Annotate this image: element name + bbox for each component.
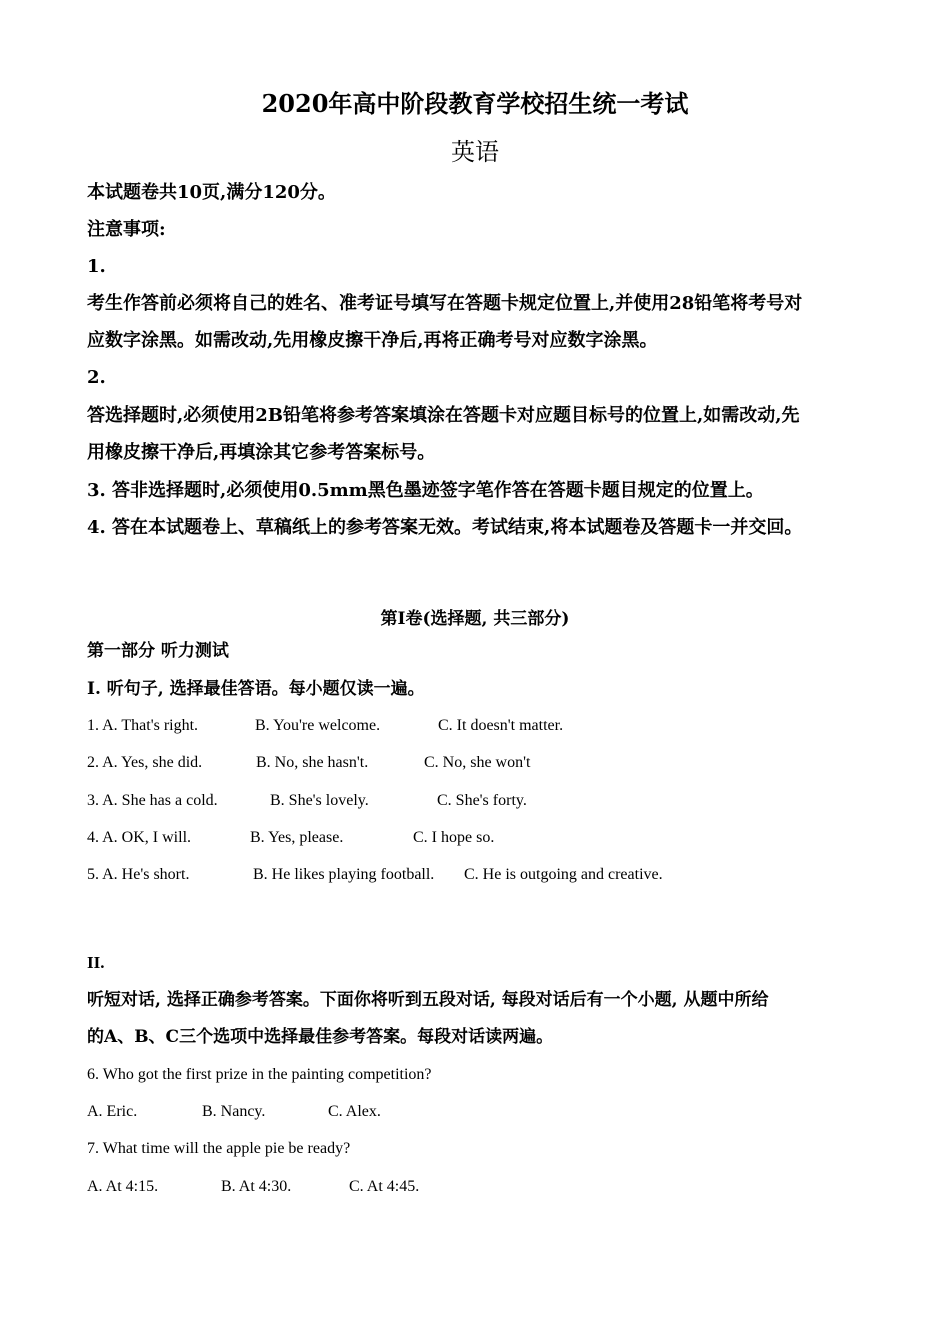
option-b: B. You're welcome. xyxy=(255,717,381,734)
q6-option-a: A. Eric. xyxy=(87,1103,138,1120)
note-2-line-1: 答选择题时,必须使用2B铅笔将参考答案填涂在答题卡对应题目标号的位置上,如需改动,先 xyxy=(87,405,800,426)
option-b: B. No, she hasn't. xyxy=(256,754,369,771)
option-c: C. No, she won't xyxy=(424,754,531,771)
note-2-number: 2. xyxy=(87,367,106,388)
question-6: 6. Who got the first prize in the painting competition? xyxy=(87,1066,432,1083)
option-a: A. OK, I will. xyxy=(102,829,192,846)
question-row xyxy=(87,717,198,735)
question-row xyxy=(87,829,191,847)
option-b: B. She's lovely. xyxy=(270,792,369,809)
question-number: 1. xyxy=(87,717,99,734)
option-a: A. Yes, she did. xyxy=(102,754,203,771)
question-row xyxy=(87,792,218,810)
section-2-number: II. xyxy=(87,953,105,972)
question-row xyxy=(87,866,189,884)
section-2-line-2: 的A、B、C三个选项中选择最佳参考答案。每段对话读两遍。 xyxy=(87,1027,554,1047)
question-number: 5. xyxy=(87,866,99,883)
part-1-title: 第一部分 听力测试 xyxy=(87,641,229,661)
q7-option-b: B. At 4:30. xyxy=(221,1178,292,1195)
section-2-line-1: 听短对话, 选择正确参考答案。下面你将听到五段对话, 每段对话后有一个小题, 从题中所给 xyxy=(87,990,769,1010)
question-number: 2. xyxy=(87,754,99,771)
option-c: C. It doesn't matter. xyxy=(438,717,564,734)
note-1-number: 1. xyxy=(87,256,106,277)
option-a: A. That's right. xyxy=(102,717,199,734)
q6-option-b: B. Nancy. xyxy=(202,1103,266,1120)
option-c: C. I hope so. xyxy=(413,829,495,846)
question-row xyxy=(87,754,202,772)
note-3: 3. 答非选择题时,必须使用0.5mm黑色墨迹签字笔作答在答题卡题目规定的位置上。 xyxy=(87,480,764,501)
note-1-line-2: 应数字涂黑。如需改动,先用橡皮擦干净后,再将正确考号对应数字涂黑。 xyxy=(87,330,658,351)
question-number: 4. xyxy=(87,829,99,846)
option-c: C. He is outgoing and creative. xyxy=(464,866,663,883)
note-2-line-2: 用橡皮擦干净后,再填涂其它参考答案标号。 xyxy=(87,442,436,463)
option-c: C. She's forty. xyxy=(437,792,527,809)
question-number: 3. xyxy=(87,792,99,809)
exam-title: 2020年高中阶段教育学校招生统一考试 xyxy=(261,89,689,118)
section-1-title: I. 听句子, 选择最佳答语。每小题仅读一遍。 xyxy=(87,679,425,699)
question-7: 7. What time will the apple pie be ready? xyxy=(87,1140,351,1157)
q7-option-c: C. At 4:45. xyxy=(349,1178,420,1195)
subject-title: 英语 xyxy=(451,138,499,166)
option-b: B. Yes, please. xyxy=(250,829,344,846)
notes-label: 注意事项: xyxy=(87,219,166,240)
intro-pages: 本试题卷共10页,满分120分。 xyxy=(87,182,336,203)
note-4: 4. 答在本试题卷上、草稿纸上的参考答案无效。考试结束,将本试题卷及答题卡一并交回。 xyxy=(87,517,803,538)
q7-option-a: A. At 4:15. xyxy=(87,1178,159,1195)
q6-option-c: C. Alex. xyxy=(328,1103,381,1120)
option-a: A. He's short. xyxy=(102,866,190,883)
note-1-line-1: 考生作答前必须将自己的姓名、准考证号填写在答题卡规定位置上,并使用28铅笔将考号对 xyxy=(87,293,803,314)
volume-1-title: 第I卷(选择题, 共三部分) xyxy=(380,609,570,629)
option-a: A. She has a cold. xyxy=(102,792,218,809)
option-b: B. He likes playing football. xyxy=(253,866,435,883)
